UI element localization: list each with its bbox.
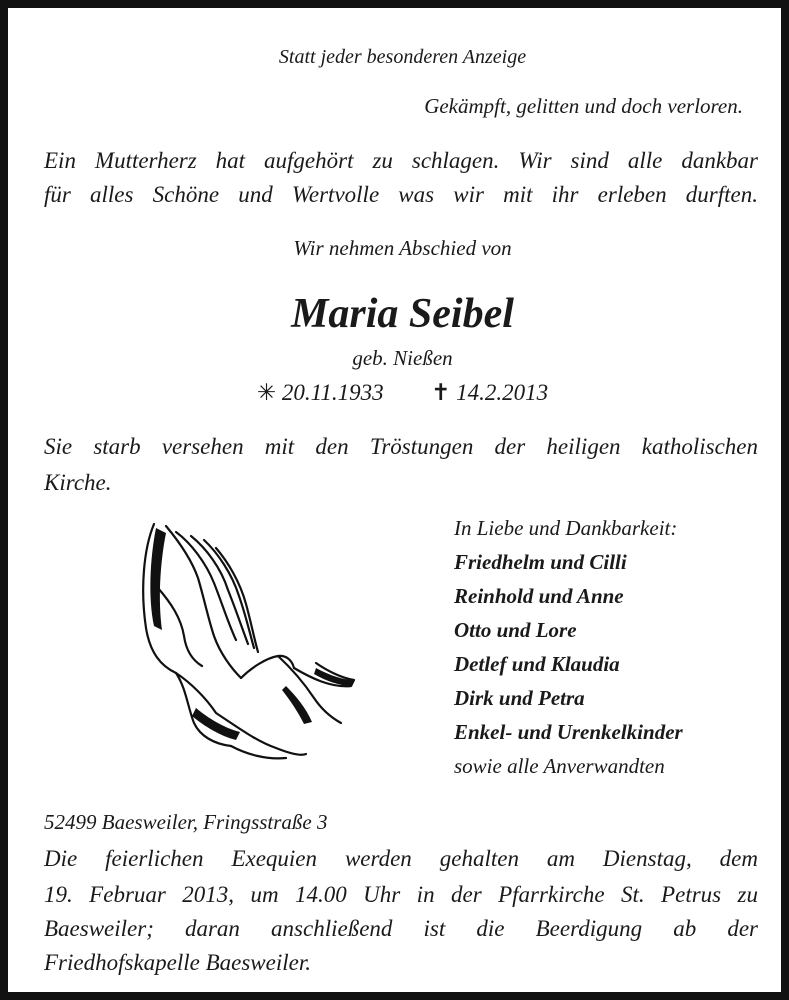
mourner-name: Otto und Lore (454, 618, 577, 642)
farewell-text: Wir nehmen Abschied von (293, 236, 512, 260)
service-line-4: Friedhofskapelle Baesweiler. (44, 950, 311, 975)
service-line-2: 19. Februar 2013, um 14.00 Uhr in der Pfarrkirche St. Petrus zu (44, 882, 758, 907)
deceased-name: Maria Seibel (291, 291, 514, 337)
address-text: 52499 Baesweiler, Fringsstraße 3 (44, 810, 328, 834)
tribute-line-2: für alles Schöne und Wertvolle was wir mit ihr erleben durften. (44, 182, 758, 207)
maiden-name: geb. Nießen (352, 346, 453, 370)
death-cross-icon: ✝ (431, 380, 451, 405)
sacraments-line-2: Kirche. (44, 470, 112, 495)
birth-date: 20.11.1933 (281, 380, 384, 405)
service-line-3: Baesweiler; daran anschließend ist die Beerdigung ab der (44, 916, 758, 941)
mourner-name: Enkel- und Urenkelkinder (454, 720, 683, 744)
mourner-name: Friedhelm und Cilli (454, 550, 627, 574)
motto-text: Gekämpft, gelitten und doch verloren. (424, 94, 743, 118)
mourners-intro: In Liebe und Dankbarkeit: (454, 516, 678, 540)
life-dates (8, 380, 789, 406)
service-line-1: Die feierlichen Exequien werden gehalten am Dienstag, dem (44, 846, 758, 871)
mourner-name: Reinhold und Anne (454, 584, 624, 608)
death-date: 14.2.2013 (456, 380, 549, 405)
tribute-line-1: Ein Mutterherz hat aufgehört zu schlagen. Wir sind alle dankbar (44, 148, 758, 173)
birth-star-icon: ✳ (256, 380, 277, 405)
sacraments-line-1: Sie starb versehen mit den Tröstungen der heiligen katholischen (44, 434, 758, 459)
mourners-outro: sowie alle Anverwandten (454, 754, 665, 778)
intro-text: Statt jeder besonderen Anzeige (278, 46, 527, 68)
mourner-name: Dirk und Petra (454, 686, 585, 710)
mourner-name: Detlef und Klaudia (454, 652, 620, 676)
praying-hands-icon (136, 518, 361, 763)
